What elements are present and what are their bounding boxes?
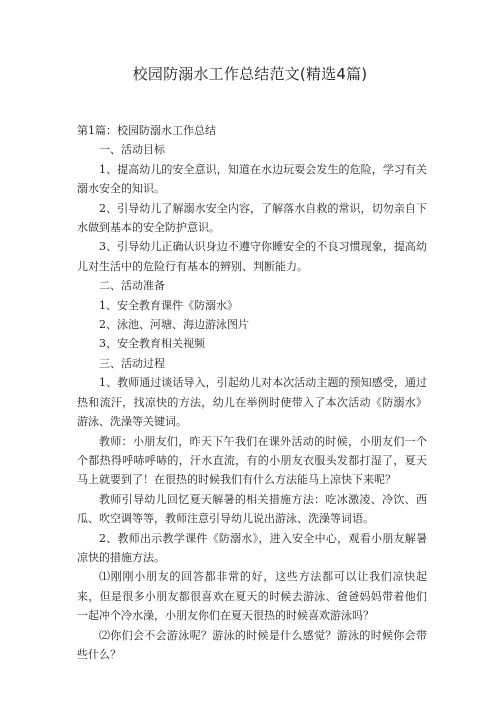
paragraph: 1、提高幼儿的安全意识，知道在水边玩耍会发生的危险，学习有关溺水安全的知识。 xyxy=(77,162,427,196)
list-item: 3、安全教育相关视频 xyxy=(99,337,205,351)
paragraph: ⑵你们会不会游泳呢？游泳的时候是什么感觉？游泳的时候你会带些什么？ xyxy=(77,628,427,661)
paragraph: 1、教师通过谈话导入，引起幼儿对本次活动主题的预知感受，通过热和流汗，找凉快的方法，幼儿在举例时使带入了本次活动《防溺水》游泳、洗澡等关键词。 xyxy=(77,376,427,429)
list-item: 2、泳池、河塘、海边游泳图片 xyxy=(99,318,249,332)
paragraph: 2、引导幼儿了解溺水安全内容，了解落水自救的常识，切勿亲自下水做到基本的安全防护意识。 xyxy=(77,201,427,235)
subsection-heading: 二、活动准备 xyxy=(99,279,165,293)
section-heading: 第1篇：校园防溺水工作总结 xyxy=(77,124,216,137)
subsection-heading: 三、活动过程 xyxy=(99,356,165,370)
document-title: 校园防溺水工作总结范文(精选4篇) xyxy=(132,65,368,83)
paragraph: 教师引导幼儿回忆夏天解暑的相关措施方法：吃冰激凌、冷饮、西瓜、吹空调等等，教师注意引导幼儿说出游泳、洗澡等词语。 xyxy=(77,492,427,526)
paragraph: 2、教师出示教学课件《防溺水》，进入安全中心，观看小朋友解暑凉快的措施方法。 xyxy=(77,531,427,564)
list-item: 1、安全教育课件《防溺水》 xyxy=(99,298,238,312)
paragraph: 3、引导幼儿正确认识身边不遵守你睡安全的不良习惯现象，提高幼儿对生活中的危险行有基本的辨别、判断能力。 xyxy=(77,240,427,273)
document-body xyxy=(77,121,427,664)
subsection-heading: 一、活动目标 xyxy=(99,143,165,157)
paragraph: 教师：小朋友们，昨天下午我们在课外活动的时候，小朋友们一个个都热得呼哧呼哧的，汗水直流，有的小朋友衣服头发都打湿了，夏天马上就要到了！在很热的时候我们有什么方法能马上凉快下来呢？ xyxy=(77,434,427,487)
paragraph: ⑴刚刚小朋友的回答都非常的好，这些方法都可以让我们凉快起来，但是很多小朋友都很喜欢在夏天的时候去游泳、爸爸妈妈带着他们一起冲个冷水澡，小朋友你们在夏天很热的时候喜欢游泳吗？ xyxy=(77,570,427,623)
